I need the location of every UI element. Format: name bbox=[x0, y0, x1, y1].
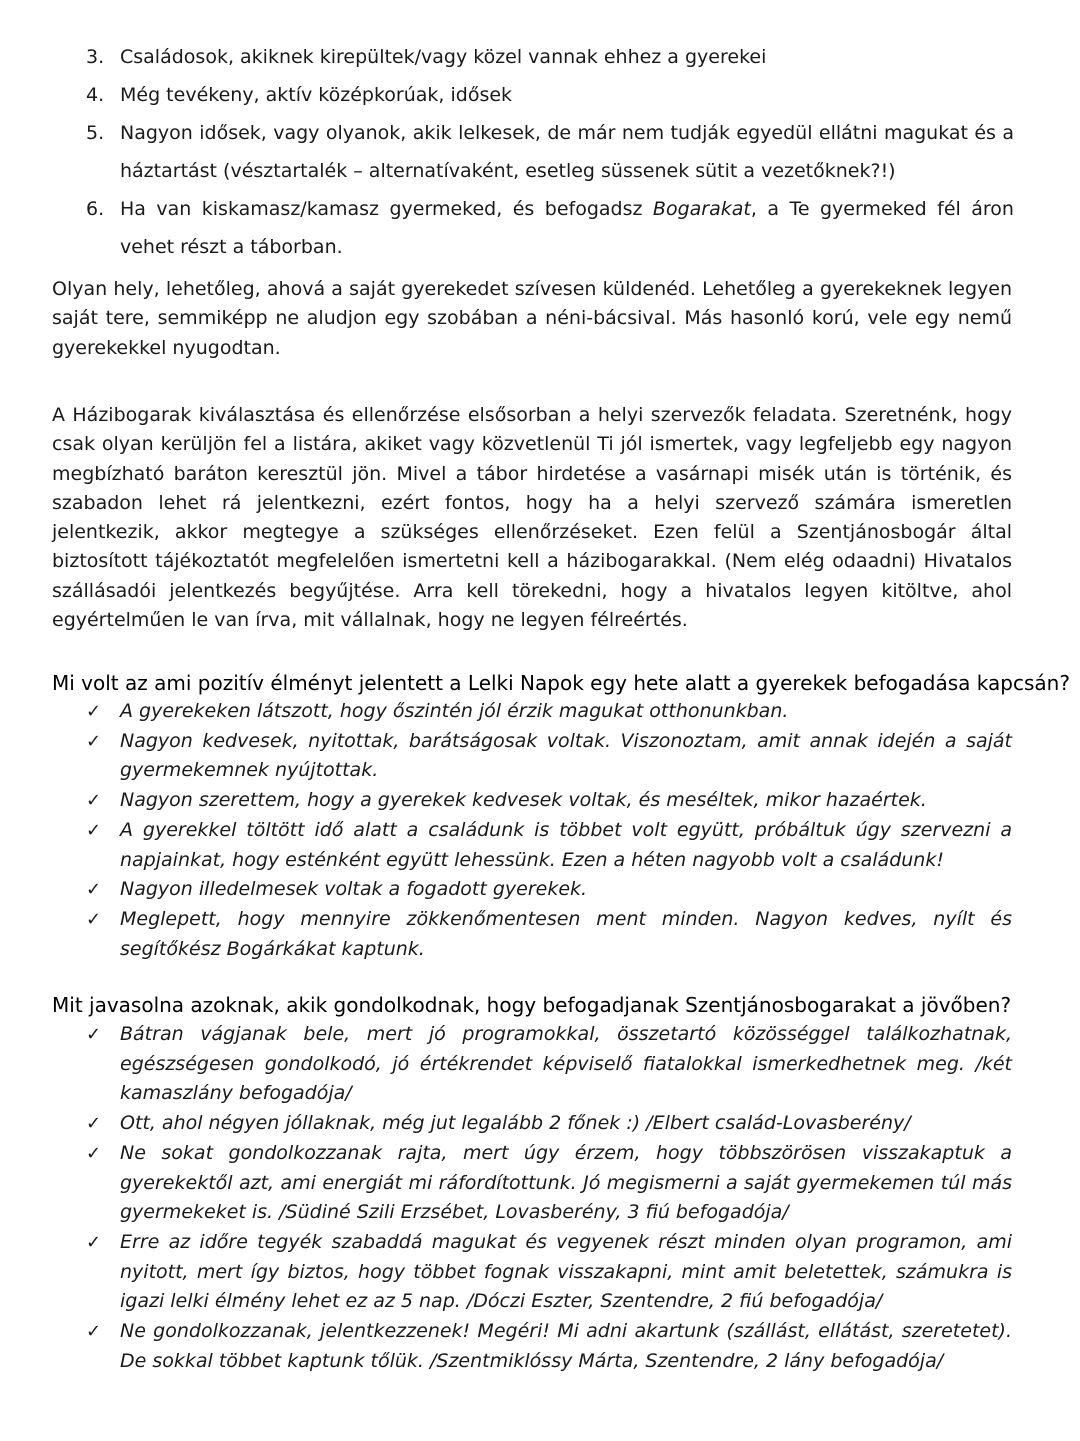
checklist-item bbox=[52, 875, 1012, 905]
checklist-item bbox=[52, 1317, 1012, 1376]
list-item-text-part: Ha van kiskamasz/kamasz gyermeked, és befogadsz bbox=[120, 198, 653, 220]
list-number: 3. bbox=[86, 46, 105, 68]
checkmark-icon: ✓ bbox=[86, 1142, 102, 1164]
checkmark-icon: ✓ bbox=[86, 701, 102, 722]
checklist-item bbox=[52, 727, 1012, 786]
list-item-text-part: , a Te gyermeked fél áron vehet részt a táborban. bbox=[120, 198, 1014, 258]
checkmark-icon: ✓ bbox=[86, 819, 102, 841]
checkmark-icon: ✓ bbox=[86, 1113, 102, 1135]
checklist-item-text: Bátran vágjanak bele, mert jó programokkal, összetartó közösséggel találkozhatnak, egészségesen gondolkodó, jó értékrendet képviselő fiatalokkal ismerkedhetnek meg. /két kamaszlány befogadója/ bbox=[120, 1023, 1012, 1105]
list-item-text: Családosok, akiknek kirepültek/vagy közel vannak ehhez a gyerekei bbox=[120, 46, 767, 68]
paragraph-accommodation: Olyan hely, lehetőleg, ahová a saját gyerekedet szívesen küldenéd. Lehetőleg a gyerekeknek legyen saját tere, semmiképp ne aludjon egy szobában a néni-bácsival. Más hasonló korú, vele egy nemű gyerekekkel nyugodtan. bbox=[52, 278, 1012, 359]
list-item bbox=[52, 190, 1014, 266]
checklist-item bbox=[52, 786, 1012, 816]
list-number: 4. bbox=[86, 84, 105, 106]
checkmark-icon: ✓ bbox=[86, 1231, 102, 1253]
list-item bbox=[52, 38, 1014, 76]
checklist-item-text: A gyerekeken látszott, hogy őszintén jól érzik magukat otthonunkban. bbox=[120, 700, 789, 722]
checklist-item-text: Erre az időre tegyék szabaddá magukat és vegyenek részt minden olyan programon, ami nyitott, mert így biztos, hogy többet fognak visszakapni, mint amit beletettek, számukra is igazi lelki élmény lehet ez az 5 nap. /Dóczi Eszter, Szentendre, 2 fiú befogadója/ bbox=[120, 1230, 1012, 1313]
list-number: 5. bbox=[86, 122, 105, 144]
checklist-item bbox=[52, 816, 1012, 875]
checklist-item bbox=[52, 1139, 1012, 1228]
checklist-item-text: Nagyon szerettem, hogy a gyerekek kedvesek voltak, és meséltek, mikor hazaértek. bbox=[120, 789, 927, 812]
checklist-positive bbox=[52, 697, 1012, 964]
checklist-item-text: Meglepett, hogy mennyire zökkenőmentesen ment minden. Nagyon kedves, nyílt és segítőkész Bogárkákat kaptunk. bbox=[120, 907, 1012, 960]
checklist-item-text: Nagyon illedelmesek voltak a fogadott gyerekek. bbox=[120, 878, 588, 901]
checklist-item bbox=[52, 1109, 1012, 1139]
checkmark-icon: ✓ bbox=[86, 1321, 102, 1343]
checklist-item-text: Ne sokat gondolkozzanak rajta, mert úgy érzem, hogy többszörösen visszakaptuk a gyerekektől azt, ami energiát mi ráfordítottunk. Jó megismerni a saját gyermekemen túl más gyermekeket is. /Südiné Szili Erzsébet, Lovasberény, 3 fiú befogadója/ bbox=[120, 1141, 1012, 1224]
checklist-item bbox=[52, 697, 1012, 727]
checklist-item-text: Ne gondolkozzanak, jelentkezzenek! Megéri! Mi adni akartunk (szállást, ellátást, szeretetet). De sokkal többet kaptunk tőlük. /Szentmiklóssy Márta, Szentendre, 2 lány befogadója/ bbox=[120, 1320, 1012, 1372]
list-item bbox=[52, 114, 1014, 190]
checkmark-icon: ✓ bbox=[86, 1024, 102, 1045]
numbered-list bbox=[52, 38, 1014, 266]
list-item-text: Nagyon idősek, vagy olyanok, akik lelkesek, de már nem tudják egyedül ellátni magukat és a háztartást (vésztartalék – alternatívaként, esetleg süssenek sütit a vezetőknek?!) bbox=[120, 122, 1014, 182]
checklist-item-text: Nagyon kedvesek, nyitottak, barátságosak voltak. Viszonoztam, amit annak idején a saját gyermekemnek nyújtottak. bbox=[120, 729, 1012, 782]
list-item-emphasis: Bogarakat bbox=[652, 198, 751, 220]
paragraph-selection: A Házibogarak kiválasztása és ellenőrzése elsősorban a helyi szervezők feladata. Szeretnénk, hogy csak olyan kerüljön fel a listára, akiket vagy közvetlenül Ti jól ismertek, vagy legfeljebb egy nagyon megbízható baráton keresztül jön. Mivel a tábor hirdetése a vasárnapi misék után is történik, és szabadon lehet rá jelentkezni, ezért fontos, hogy ha a helyi szervező számára ismeretlen jelentkezik, akkor megtegye a szükséges ellenőrzéseket. Ezen felül a Szentjánosbogár által biztosított tájékoztatót megfelelően ismertetni kell a házibogarakkal. (Nem elég odaadni) Hivatalos szállásadói jelentkezés begyűjtése. Arra kell törekedni, hogy a hivatalos legyen kitöltve, ahol egyértelműen le van írva, mit vállalnak, hogy ne legyen félreértés. bbox=[52, 404, 1012, 632]
checkmark-icon: ✓ bbox=[86, 790, 102, 812]
checklist-advice bbox=[52, 1020, 1012, 1376]
checkmark-icon: ✓ bbox=[86, 908, 102, 930]
section-heading-positive: Mi volt az ami pozitív élményt jelentett a Lelki Napok egy hete alatt a gyerekek befogadása kapcsán? bbox=[52, 671, 1070, 695]
checklist-item bbox=[52, 905, 1012, 964]
list-item-text: Még tevékeny, aktív középkorúak, idősek bbox=[120, 84, 513, 106]
checklist-item bbox=[52, 1020, 1012, 1109]
checklist-item bbox=[52, 1228, 1012, 1317]
checklist-item-text: Ott, ahol négyen jóllaknak, még jut legalább 2 főnek :) /Elbert család-Lovasberény/ bbox=[120, 1112, 911, 1135]
list-number: 6. bbox=[86, 198, 105, 220]
checklist-item-text: A gyerekkel töltött idő alatt a családunk is többet volt együtt, próbáltuk úgy szervezni a napjainkat, hogy esténként együtt lehessünk. Ezen a héten nagyobb volt a családunk! bbox=[120, 818, 1012, 871]
list-item bbox=[52, 76, 1014, 114]
list-item-text bbox=[120, 190, 1014, 266]
checkmark-icon: ✓ bbox=[86, 730, 102, 752]
checkmark-icon: ✓ bbox=[86, 879, 102, 901]
section-heading-advice: Mit javasolna azoknak, akik gondolkodnak, hogy befogadjanak Szentjánosbogarakat a jövőben? bbox=[52, 993, 1012, 1017]
